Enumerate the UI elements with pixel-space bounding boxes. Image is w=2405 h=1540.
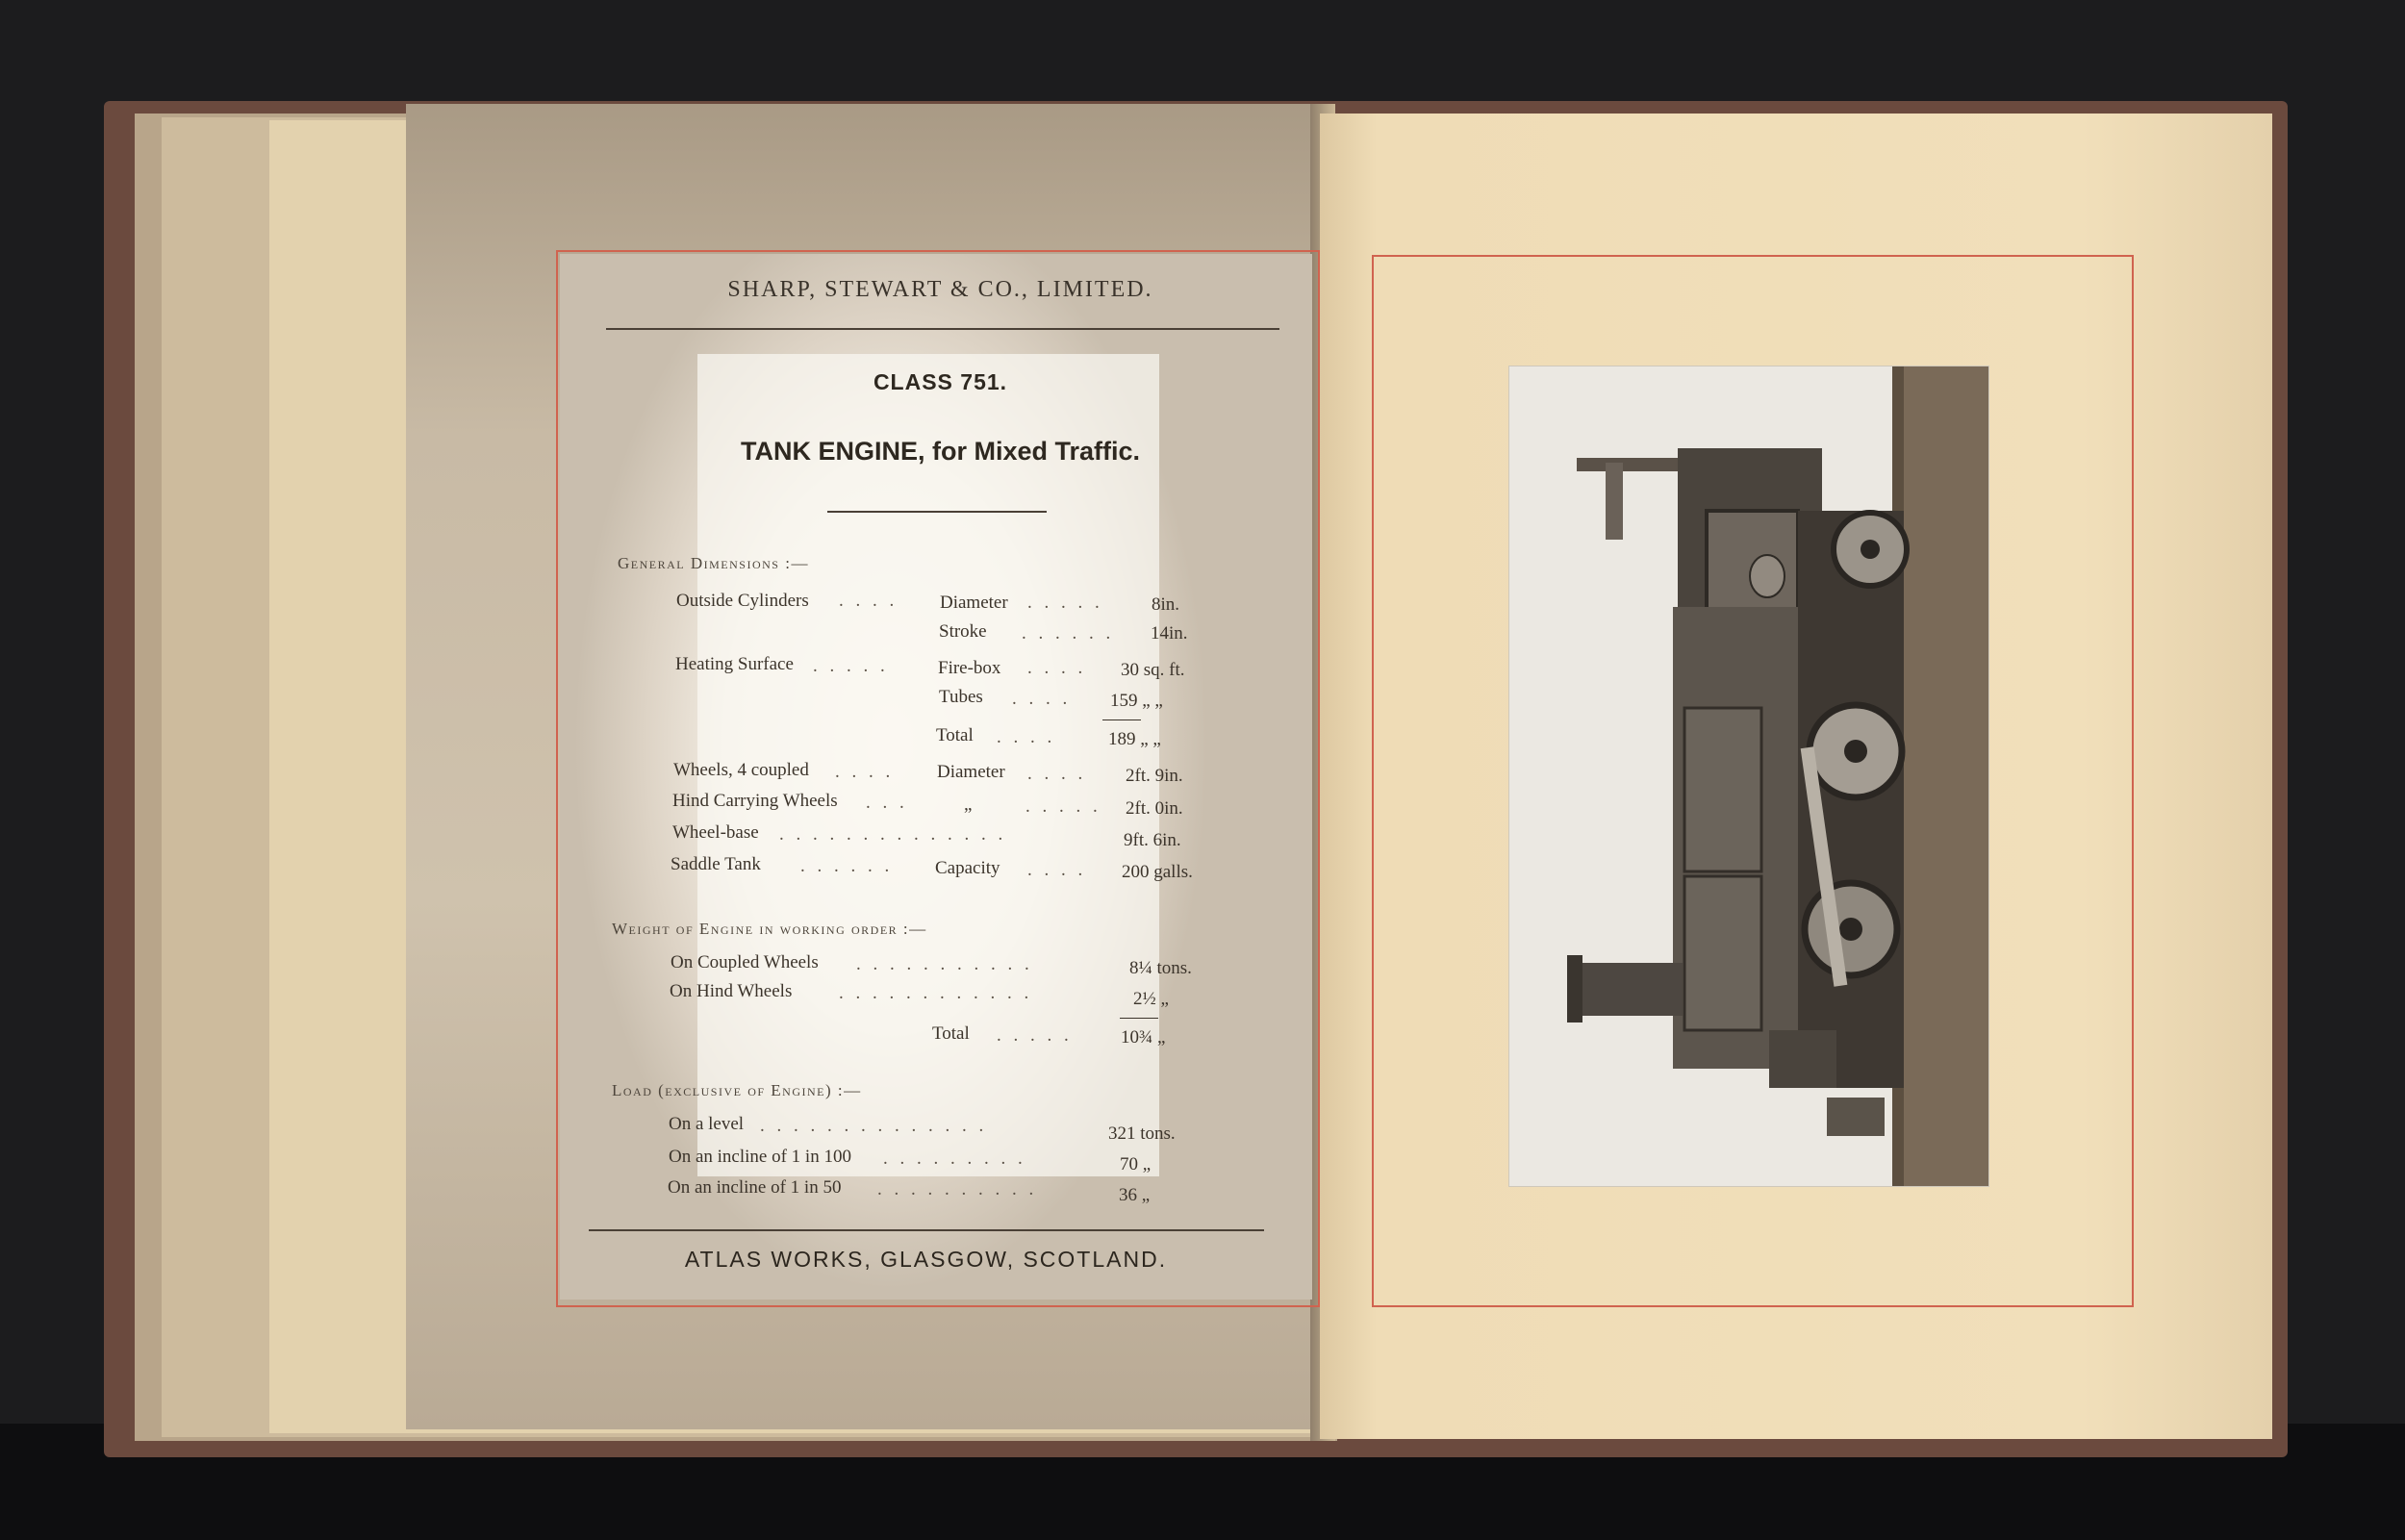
leader-dots: . . . . bbox=[997, 727, 1056, 747]
spec-label: Wheel-base bbox=[672, 822, 759, 843]
leader-dots: . . . . . . . . . . . . . . bbox=[779, 824, 1007, 845]
load-label: On an incline of 1 in 50 bbox=[668, 1177, 842, 1198]
leader-dots: . . . . . bbox=[1027, 593, 1103, 613]
leader-dots: . . . . bbox=[1027, 764, 1087, 784]
leader-dots: . . . . . . bbox=[800, 856, 894, 876]
company-header: SHARP, STEWART & CO., LIMITED. bbox=[727, 277, 1153, 302]
spec-value: 14in. bbox=[1151, 623, 1188, 644]
spec-sub: Fire-box bbox=[938, 658, 1001, 678]
leader-dots: . . . . bbox=[839, 591, 899, 611]
locomotive-photograph bbox=[1508, 366, 1989, 1187]
spec-value: 159 „ „ bbox=[1110, 691, 1163, 711]
works-footer: ATLAS WORKS, GLASGOW, SCOTLAND. bbox=[684, 1247, 1168, 1272]
load-value: 70 „ bbox=[1120, 1154, 1152, 1174]
load-value: 36 „ bbox=[1119, 1185, 1151, 1205]
leader-dots: . . . . . . . . . . bbox=[877, 1179, 1038, 1199]
leader-dots: . . . . bbox=[1027, 658, 1087, 678]
leader-dots: . . . . bbox=[835, 762, 895, 782]
weight-label: On Coupled Wheels bbox=[671, 952, 819, 972]
leader-dots: . . . . . bbox=[1025, 796, 1101, 817]
leader-dots: . . . . bbox=[1027, 860, 1087, 880]
spec-value: 2ft. 0in. bbox=[1126, 798, 1183, 819]
sum-rule bbox=[1120, 1018, 1158, 1019]
load-value: 321 tons. bbox=[1108, 1123, 1176, 1144]
spec-sub: Capacity bbox=[935, 858, 1000, 878]
leader-dots: . . . . . bbox=[813, 656, 889, 676]
load-label: On a level bbox=[669, 1114, 745, 1134]
load-label: On an incline of 1 in 100 bbox=[669, 1147, 851, 1167]
spec-label: Heating Surface bbox=[675, 654, 794, 674]
general-dimensions-heading: General Dimensions :— bbox=[618, 554, 809, 572]
leader-dots: . . . . . . . . . . . . . . bbox=[760, 1116, 988, 1136]
class-title: CLASS 751. bbox=[873, 369, 1008, 394]
spec-sub: Tubes bbox=[939, 687, 983, 707]
load-heading: Load (exclusive of Engine) :— bbox=[612, 1081, 862, 1099]
header-rule bbox=[606, 328, 1279, 330]
spec-sub: Diameter bbox=[937, 762, 1005, 782]
spec-label: Hind Carrying Wheels bbox=[672, 791, 838, 811]
weight-value: 8¼ tons. bbox=[1129, 958, 1192, 978]
weight-value: 2½ „ bbox=[1133, 989, 1169, 1009]
title-rule bbox=[827, 511, 1047, 513]
spec-value: 30 sq. ft. bbox=[1121, 660, 1185, 680]
leader-dots: . . . . . . . . . . . bbox=[856, 954, 1033, 974]
spec-value: 9ft. 6in. bbox=[1124, 830, 1181, 850]
footer-rule bbox=[589, 1229, 1264, 1231]
weight-value: 10¾ „ bbox=[1121, 1027, 1166, 1048]
weight-label: On Hind Wheels bbox=[670, 981, 793, 1001]
spec-label: Wheels, 4 coupled bbox=[673, 760, 809, 780]
spec-value: 2ft. 9in. bbox=[1126, 766, 1183, 786]
weight-label: Total bbox=[932, 1023, 970, 1044]
spec-sub: Diameter bbox=[940, 593, 1008, 613]
spec-label: Saddle Tank bbox=[671, 854, 761, 874]
leader-dots: . . . bbox=[866, 793, 908, 813]
spec-value: 189 „ „ bbox=[1108, 729, 1161, 749]
engine-title: TANK ENGINE, for Mixed Traffic. bbox=[740, 437, 1141, 466]
spec-label: Outside Cylinders bbox=[676, 591, 809, 611]
spec-sub: „ bbox=[964, 795, 973, 815]
leader-dots: . . . . bbox=[1012, 689, 1072, 709]
leader-dots: . . . . . bbox=[997, 1025, 1073, 1046]
spec-value: 8in. bbox=[1152, 594, 1180, 615]
spec-sub: Stroke bbox=[939, 621, 987, 642]
spec-value: 200 galls. bbox=[1122, 862, 1193, 882]
spec-sub: Total bbox=[936, 725, 974, 745]
weight-heading: Weight of Engine in working order :— bbox=[612, 920, 927, 938]
leader-dots: . . . . . . . . . bbox=[883, 1149, 1026, 1169]
leader-dots: . . . . . . . . . . . . bbox=[839, 983, 1033, 1003]
leader-dots: . . . . . . bbox=[1022, 623, 1115, 644]
